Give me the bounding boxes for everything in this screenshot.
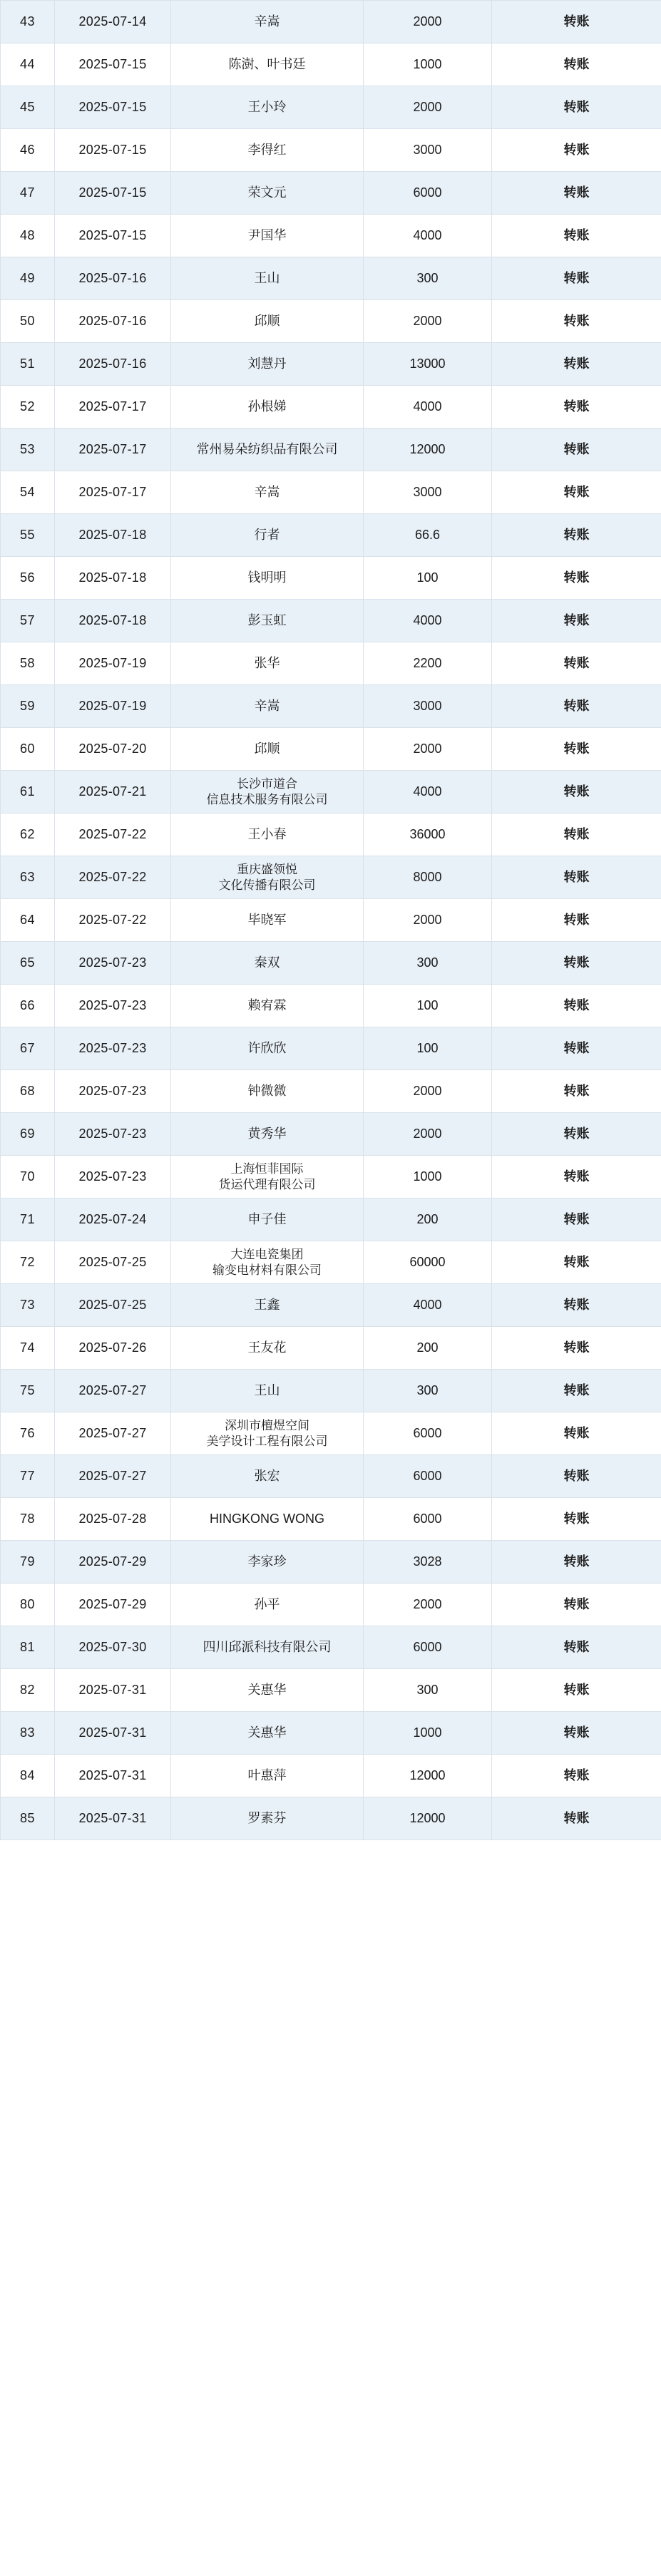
- table-row: [1, 1327, 661, 1370]
- row-type-cell: 转账: [492, 771, 661, 814]
- row-type-cell: 转账: [492, 1, 661, 43]
- table-row: [1, 1541, 661, 1584]
- row-date-cell: 2025-07-15: [55, 215, 171, 257]
- row-date-cell: 2025-07-27: [55, 1370, 171, 1412]
- row-index-cell: 53: [1, 429, 55, 471]
- table-row: [1, 771, 661, 814]
- row-name-cell: 黄秀华: [171, 1113, 364, 1156]
- row-date-cell: 2025-07-19: [55, 642, 171, 685]
- row-index-cell: 64: [1, 899, 55, 942]
- row-name-cell: 辛嵩: [171, 471, 364, 514]
- table-row: [1, 172, 661, 215]
- row-date-cell: 2025-07-18: [55, 514, 171, 557]
- row-type-cell: 转账: [492, 1284, 661, 1327]
- row-date-cell: 2025-07-20: [55, 728, 171, 771]
- row-index-cell: 48: [1, 215, 55, 257]
- table-row: [1, 1284, 661, 1327]
- row-amount-cell: 4000: [364, 386, 492, 429]
- row-name-cell: 许欣欣: [171, 1027, 364, 1070]
- row-amount-cell: 2000: [364, 300, 492, 343]
- row-index-cell: 82: [1, 1669, 55, 1712]
- table-row: [1, 1113, 661, 1156]
- row-name-cell: 孙平: [171, 1584, 364, 1626]
- row-name-cell: 长沙市道合 信息技术服务有限公司: [171, 771, 364, 814]
- table-row: [1, 1199, 661, 1241]
- row-amount-cell: 1000: [364, 1156, 492, 1199]
- row-type-cell: 转账: [492, 1241, 661, 1284]
- row-date-cell: 2025-07-25: [55, 1241, 171, 1284]
- row-amount-cell: 100: [364, 985, 492, 1027]
- row-type-cell: 转账: [492, 728, 661, 771]
- table-row: [1, 1370, 661, 1412]
- row-date-cell: 2025-07-18: [55, 600, 171, 642]
- table-row: [1, 1027, 661, 1070]
- row-amount-cell: 2200: [364, 642, 492, 685]
- table-row: [1, 1755, 661, 1797]
- row-index-cell: 84: [1, 1755, 55, 1797]
- row-index-cell: 51: [1, 343, 55, 386]
- row-index-cell: 73: [1, 1284, 55, 1327]
- row-amount-cell: 66.6: [364, 514, 492, 557]
- row-name-cell: 关惠华: [171, 1669, 364, 1712]
- table-row: [1, 343, 661, 386]
- row-amount-cell: 3000: [364, 129, 492, 172]
- row-index-cell: 45: [1, 86, 55, 129]
- row-name-cell: 刘慧丹: [171, 343, 364, 386]
- row-amount-cell: 4000: [364, 215, 492, 257]
- row-index-cell: 60: [1, 728, 55, 771]
- row-name-cell: 王山: [171, 1370, 364, 1412]
- row-index-cell: 61: [1, 771, 55, 814]
- row-date-cell: 2025-07-16: [55, 257, 171, 300]
- row-name-cell: 辛嵩: [171, 685, 364, 728]
- table-row: [1, 685, 661, 728]
- row-type-cell: 转账: [492, 86, 661, 129]
- row-amount-cell: 300: [364, 257, 492, 300]
- row-amount-cell: 200: [364, 1327, 492, 1370]
- row-index-cell: 52: [1, 386, 55, 429]
- row-amount-cell: 6000: [364, 1412, 492, 1455]
- row-index-cell: 46: [1, 129, 55, 172]
- table-row: [1, 43, 661, 86]
- row-index-cell: 68: [1, 1070, 55, 1113]
- table-row: [1, 1070, 661, 1113]
- row-date-cell: 2025-07-26: [55, 1327, 171, 1370]
- row-type-cell: 转账: [492, 43, 661, 86]
- table-row: [1, 1412, 661, 1455]
- row-amount-cell: 200: [364, 1199, 492, 1241]
- row-date-cell: 2025-07-28: [55, 1498, 171, 1541]
- row-name-cell: 申子佳: [171, 1199, 364, 1241]
- row-date-cell: 2025-07-31: [55, 1797, 171, 1840]
- row-amount-cell: 2000: [364, 86, 492, 129]
- row-amount-cell: 12000: [364, 1797, 492, 1840]
- row-name-cell: 大连电瓷集团 输变电材料有限公司: [171, 1241, 364, 1284]
- row-date-cell: 2025-07-24: [55, 1199, 171, 1241]
- row-type-cell: 转账: [492, 856, 661, 899]
- row-type-cell: 转账: [492, 129, 661, 172]
- row-date-cell: 2025-07-23: [55, 1070, 171, 1113]
- row-date-cell: 2025-07-15: [55, 172, 171, 215]
- row-index-cell: 74: [1, 1327, 55, 1370]
- row-amount-cell: 2000: [364, 1070, 492, 1113]
- row-name-cell: 秦双: [171, 942, 364, 985]
- table-row: [1, 386, 661, 429]
- row-type-cell: 转账: [492, 215, 661, 257]
- row-index-cell: 57: [1, 600, 55, 642]
- row-name-cell: 王小玲: [171, 86, 364, 129]
- row-name-cell: 赖宥霖: [171, 985, 364, 1027]
- row-amount-cell: 12000: [364, 429, 492, 471]
- row-index-cell: 49: [1, 257, 55, 300]
- table-row: [1, 814, 661, 856]
- row-type-cell: 转账: [492, 1626, 661, 1669]
- row-index-cell: 55: [1, 514, 55, 557]
- row-name-cell: 深圳市檀煜空间 美学设计工程有限公司: [171, 1412, 364, 1455]
- transactions-table-body: [1, 1, 661, 1840]
- row-amount-cell: 300: [364, 942, 492, 985]
- row-type-cell: 转账: [492, 1156, 661, 1199]
- row-amount-cell: 2000: [364, 1584, 492, 1626]
- row-date-cell: 2025-07-29: [55, 1541, 171, 1584]
- row-date-cell: 2025-07-23: [55, 942, 171, 985]
- row-index-cell: 54: [1, 471, 55, 514]
- table-row: [1, 642, 661, 685]
- table-row: [1, 1, 661, 43]
- row-index-cell: 50: [1, 300, 55, 343]
- row-name-cell: 张宏: [171, 1455, 364, 1498]
- row-amount-cell: 300: [364, 1669, 492, 1712]
- row-amount-cell: 3000: [364, 685, 492, 728]
- row-amount-cell: 6000: [364, 1455, 492, 1498]
- row-type-cell: 转账: [492, 1412, 661, 1455]
- row-index-cell: 77: [1, 1455, 55, 1498]
- row-name-cell: 叶惠萍: [171, 1755, 364, 1797]
- row-amount-cell: 6000: [364, 172, 492, 215]
- row-name-cell: HINGKONG WONG: [171, 1498, 364, 1541]
- row-name-cell: 王小春: [171, 814, 364, 856]
- row-type-cell: 转账: [492, 1327, 661, 1370]
- row-name-cell: 上海恒菲国际 货运代理有限公司: [171, 1156, 364, 1199]
- row-date-cell: 2025-07-30: [55, 1626, 171, 1669]
- row-type-cell: 转账: [492, 685, 661, 728]
- table-row: [1, 300, 661, 343]
- table-row: [1, 429, 661, 471]
- row-amount-cell: 4000: [364, 1284, 492, 1327]
- table-row: [1, 1626, 661, 1669]
- row-amount-cell: 4000: [364, 600, 492, 642]
- table-row: [1, 1498, 661, 1541]
- row-index-cell: 65: [1, 942, 55, 985]
- table-row: [1, 129, 661, 172]
- row-date-cell: 2025-07-22: [55, 856, 171, 899]
- row-type-cell: 转账: [492, 257, 661, 300]
- table-row: [1, 471, 661, 514]
- row-amount-cell: 2000: [364, 1, 492, 43]
- row-name-cell: 尹国华: [171, 215, 364, 257]
- row-date-cell: 2025-07-31: [55, 1712, 171, 1755]
- row-name-cell: 彭玉虹: [171, 600, 364, 642]
- row-type-cell: 转账: [492, 1370, 661, 1412]
- row-date-cell: 2025-07-21: [55, 771, 171, 814]
- row-type-cell: 转账: [492, 514, 661, 557]
- row-date-cell: 2025-07-15: [55, 86, 171, 129]
- row-date-cell: 2025-07-22: [55, 814, 171, 856]
- row-index-cell: 66: [1, 985, 55, 1027]
- table-row: [1, 257, 661, 300]
- row-date-cell: 2025-07-16: [55, 300, 171, 343]
- row-type-cell: 转账: [492, 642, 661, 685]
- row-index-cell: 85: [1, 1797, 55, 1840]
- row-index-cell: 70: [1, 1156, 55, 1199]
- row-date-cell: 2025-07-15: [55, 129, 171, 172]
- row-type-cell: 转账: [492, 1541, 661, 1584]
- table-row: [1, 985, 661, 1027]
- row-name-cell: 张华: [171, 642, 364, 685]
- row-name-cell: 荣文元: [171, 172, 364, 215]
- table-row: [1, 215, 661, 257]
- row-name-cell: 行者: [171, 514, 364, 557]
- row-type-cell: 转账: [492, 1584, 661, 1626]
- row-name-cell: 邱顺: [171, 300, 364, 343]
- row-type-cell: 转账: [492, 1755, 661, 1797]
- row-name-cell: 钟微微: [171, 1070, 364, 1113]
- table-row: [1, 1712, 661, 1755]
- row-amount-cell: 12000: [364, 1755, 492, 1797]
- row-date-cell: 2025-07-23: [55, 1156, 171, 1199]
- row-index-cell: 67: [1, 1027, 55, 1070]
- table-row: [1, 600, 661, 642]
- row-name-cell: 罗素芬: [171, 1797, 364, 1840]
- table-row: [1, 1669, 661, 1712]
- row-date-cell: 2025-07-15: [55, 43, 171, 86]
- row-amount-cell: 60000: [364, 1241, 492, 1284]
- row-date-cell: 2025-07-19: [55, 685, 171, 728]
- row-type-cell: 转账: [492, 300, 661, 343]
- row-type-cell: 转账: [492, 899, 661, 942]
- table-row: [1, 942, 661, 985]
- row-type-cell: 转账: [492, 1455, 661, 1498]
- row-date-cell: 2025-07-27: [55, 1412, 171, 1455]
- row-name-cell: 王山: [171, 257, 364, 300]
- row-index-cell: 44: [1, 43, 55, 86]
- row-amount-cell: 2000: [364, 728, 492, 771]
- row-type-cell: 转账: [492, 985, 661, 1027]
- row-amount-cell: 100: [364, 557, 492, 600]
- row-index-cell: 72: [1, 1241, 55, 1284]
- row-amount-cell: 1000: [364, 1712, 492, 1755]
- row-index-cell: 63: [1, 856, 55, 899]
- row-date-cell: 2025-07-29: [55, 1584, 171, 1626]
- row-index-cell: 69: [1, 1113, 55, 1156]
- row-date-cell: 2025-07-17: [55, 429, 171, 471]
- row-amount-cell: 3000: [364, 471, 492, 514]
- row-type-cell: 转账: [492, 814, 661, 856]
- row-amount-cell: 6000: [364, 1626, 492, 1669]
- table-row: [1, 1455, 661, 1498]
- row-index-cell: 83: [1, 1712, 55, 1755]
- row-amount-cell: 13000: [364, 343, 492, 386]
- row-date-cell: 2025-07-17: [55, 386, 171, 429]
- row-index-cell: 62: [1, 814, 55, 856]
- row-type-cell: 转账: [492, 1027, 661, 1070]
- row-name-cell: 常州易朵纺织品有限公司: [171, 429, 364, 471]
- row-date-cell: 2025-07-25: [55, 1284, 171, 1327]
- row-date-cell: 2025-07-23: [55, 1027, 171, 1070]
- row-amount-cell: 36000: [364, 814, 492, 856]
- row-index-cell: 81: [1, 1626, 55, 1669]
- row-name-cell: 邱顺: [171, 728, 364, 771]
- row-amount-cell: 3028: [364, 1541, 492, 1584]
- row-type-cell: 转账: [492, 1712, 661, 1755]
- row-date-cell: 2025-07-31: [55, 1755, 171, 1797]
- row-date-cell: 2025-07-31: [55, 1669, 171, 1712]
- row-type-cell: 转账: [492, 600, 661, 642]
- table-row: [1, 899, 661, 942]
- row-date-cell: 2025-07-23: [55, 1113, 171, 1156]
- table-row: [1, 856, 661, 899]
- row-type-cell: 转账: [492, 942, 661, 985]
- row-index-cell: 43: [1, 1, 55, 43]
- row-date-cell: 2025-07-16: [55, 343, 171, 386]
- table-row: [1, 1241, 661, 1284]
- row-name-cell: 重庆盛领悦 文化传播有限公司: [171, 856, 364, 899]
- row-type-cell: 转账: [492, 172, 661, 215]
- row-index-cell: 75: [1, 1370, 55, 1412]
- row-amount-cell: 1000: [364, 43, 492, 86]
- row-index-cell: 80: [1, 1584, 55, 1626]
- row-index-cell: 78: [1, 1498, 55, 1541]
- table-row: [1, 514, 661, 557]
- row-index-cell: 76: [1, 1412, 55, 1455]
- row-type-cell: 转账: [492, 557, 661, 600]
- row-amount-cell: 2000: [364, 1113, 492, 1156]
- row-name-cell: 关惠华: [171, 1712, 364, 1755]
- row-name-cell: 毕晓军: [171, 899, 364, 942]
- row-name-cell: 辛嵩: [171, 1, 364, 43]
- row-name-cell: 孙根娣: [171, 386, 364, 429]
- row-index-cell: 79: [1, 1541, 55, 1584]
- row-type-cell: 转账: [492, 386, 661, 429]
- row-type-cell: 转账: [492, 1498, 661, 1541]
- row-date-cell: 2025-07-14: [55, 1, 171, 43]
- table-row: [1, 1797, 661, 1840]
- row-index-cell: 58: [1, 642, 55, 685]
- row-type-cell: 转账: [492, 1797, 661, 1840]
- row-date-cell: 2025-07-18: [55, 557, 171, 600]
- row-index-cell: 56: [1, 557, 55, 600]
- row-type-cell: 转账: [492, 429, 661, 471]
- row-type-cell: 转账: [492, 1199, 661, 1241]
- row-amount-cell: 300: [364, 1370, 492, 1412]
- row-amount-cell: 4000: [364, 771, 492, 814]
- table-row: [1, 1584, 661, 1626]
- row-index-cell: 47: [1, 172, 55, 215]
- row-name-cell: 王友花: [171, 1327, 364, 1370]
- row-type-cell: 转账: [492, 1070, 661, 1113]
- row-name-cell: 王鑫: [171, 1284, 364, 1327]
- row-index-cell: 71: [1, 1199, 55, 1241]
- row-name-cell: 李得红: [171, 129, 364, 172]
- table-row: [1, 557, 661, 600]
- row-amount-cell: 100: [364, 1027, 492, 1070]
- row-date-cell: 2025-07-22: [55, 899, 171, 942]
- row-date-cell: 2025-07-23: [55, 985, 171, 1027]
- row-date-cell: 2025-07-27: [55, 1455, 171, 1498]
- row-date-cell: 2025-07-17: [55, 471, 171, 514]
- row-name-cell: 钱明明: [171, 557, 364, 600]
- row-type-cell: 转账: [492, 471, 661, 514]
- table-row: [1, 728, 661, 771]
- row-amount-cell: 8000: [364, 856, 492, 899]
- row-type-cell: 转账: [492, 343, 661, 386]
- row-amount-cell: 6000: [364, 1498, 492, 1541]
- row-type-cell: 转账: [492, 1113, 661, 1156]
- table-row: [1, 1156, 661, 1199]
- row-name-cell: 李家珍: [171, 1541, 364, 1584]
- row-amount-cell: 2000: [364, 899, 492, 942]
- row-name-cell: 四川邱派科技有限公司: [171, 1626, 364, 1669]
- row-index-cell: 59: [1, 685, 55, 728]
- row-name-cell: 陈澍、叶书廷: [171, 43, 364, 86]
- table-row: [1, 86, 661, 129]
- row-type-cell: 转账: [492, 1669, 661, 1712]
